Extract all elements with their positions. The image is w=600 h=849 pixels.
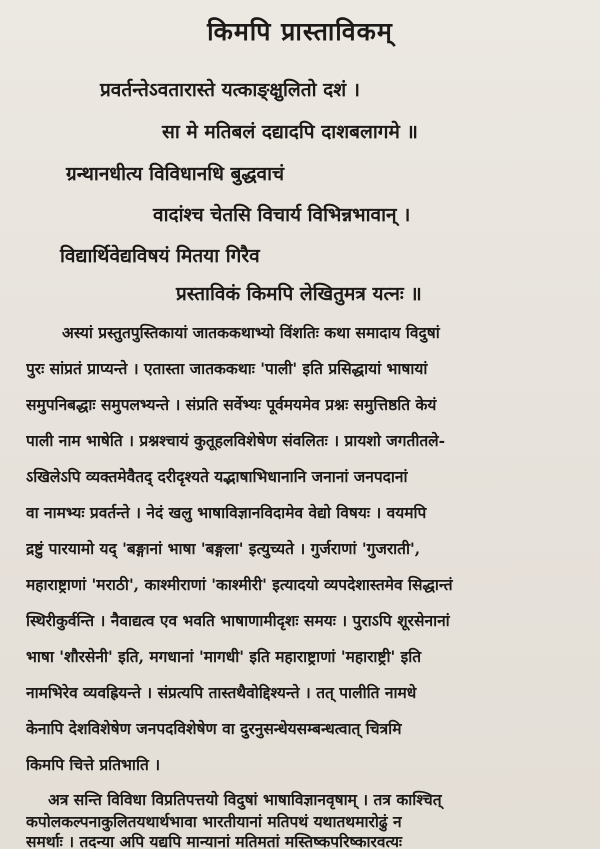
paragraph-1-line-9: स्थिरीकुर्वन्ति । नैवाद्यत्व एव भवति भाषाणामीदृशः समयः । पुराऽपि शूरसेनानां <box>26 611 450 630</box>
verse-line-2: सा मे मतिबलं दद्यादपि दाशबलागमे ॥ <box>162 121 418 143</box>
paragraph-1-line-6: वा नामभ्यः प्रवर्तन्ते । नेदं खलु भाषाविज्ञानविदामेव वेद्यो विषयः । वयमपि <box>26 503 427 522</box>
verse-line-4: वादांश्च चेतसि विचार्य विभिन्नभावान् । <box>153 204 411 226</box>
paragraph-1-line-1: अस्यां प्रस्तुतपुस्तिकायां जातककथाभ्यो विंशतिः कथा समादाय विदुषां <box>62 323 440 342</box>
paragraph-1-line-8: महाराष्ट्राणां 'मराठी', काश्मीराणां 'काश्मीरी' इत्यादयो व्यपदेशास्तमेव सिद्धान्तं <box>26 575 453 594</box>
paragraph-1-line-5: ऽखिलेऽपि व्यक्तमेवैतद् दरीदृश्यते यद्भाषाभिधानानि जनानां जनपदानां <box>26 467 408 486</box>
paragraph-2-line-2: कपोलकल्पनाकुलितयथार्थभावा भारतीयानां मतिपथं यथातथमारोढुं न <box>26 812 402 831</box>
verse-line-5: विद्यार्थिवेद्यविषयं मितया गिरैव <box>60 245 260 267</box>
paragraph-1-line-13: किमपि चित्ते प्रतिभाति । <box>26 755 161 774</box>
paragraph-2-line-3: समर्थाः । तदन्या अपि यद्यपि मान्यानां मतिमतां मस्तिष्कपरिष्कारवत्यः <box>26 832 403 849</box>
paragraph-1-line-3: समुपनिबद्धाः समुपलभ्यन्ते । संप्रति सर्वेभ्यः पूर्वमयमेव प्रश्नः समुत्तिष्ठति केयं <box>26 395 437 414</box>
verse-line-1: प्रवर्तन्तेऽवतारास्ते यत्काङ्क्षुलितो दशं । <box>100 79 360 101</box>
paragraph-1-line-7: द्रष्टुं पारयामो यद् 'बङ्गानां भाषा 'बङ्गला' इत्युच्यते । गुर्जराणां 'गुजराती', <box>26 539 421 558</box>
paragraph-1-line-12: केनापि देशविशेषेण जनपदविशेषेण वा दुरनुसन्धेयसम्बन्धत्वात् चित्रमि <box>26 719 402 738</box>
paragraph-1-line-2: पुरः सांप्रतं प्राप्यन्ते । एतास्ता जातककथाः 'पाली' इति प्रसिद्धायां भाषायां <box>26 359 428 378</box>
verse-line-6: प्रस्ताविकं किमपि लेखितुमत्र यत्नः ॥ <box>176 283 422 305</box>
paragraph-1-line-11: नामभिरेव व्यवह्रियन्ते । संप्रत्यपि तास्तथैवोद्दिश्यन्ते । तत् पालीति नामधे <box>26 683 417 702</box>
page-title: किमपि प्रास्ताविकम् <box>207 17 393 46</box>
paragraph-2-line-1: अत्र सन्ति विविधा विप्रतिपत्तयो विदुषां भाषाविज्ञानवृषाम् । तत्र काश्चित् <box>48 790 442 809</box>
paragraph-1-line-10: भाषा 'शौरसेनी' इति, मगधानां 'मागधी' इति महाराष्ट्राणां 'महाराष्ट्री' इति <box>26 647 422 666</box>
paragraph-1-line-4: पाली नाम भाषेति । प्रश्नश्चायं कुतूहलविशेषेण संवलितः । प्रायशो जगतीतले- <box>26 431 446 450</box>
verse-line-3: ग्रन्थानधीत्य विविधानधि बुद्धवाचं <box>66 163 285 185</box>
